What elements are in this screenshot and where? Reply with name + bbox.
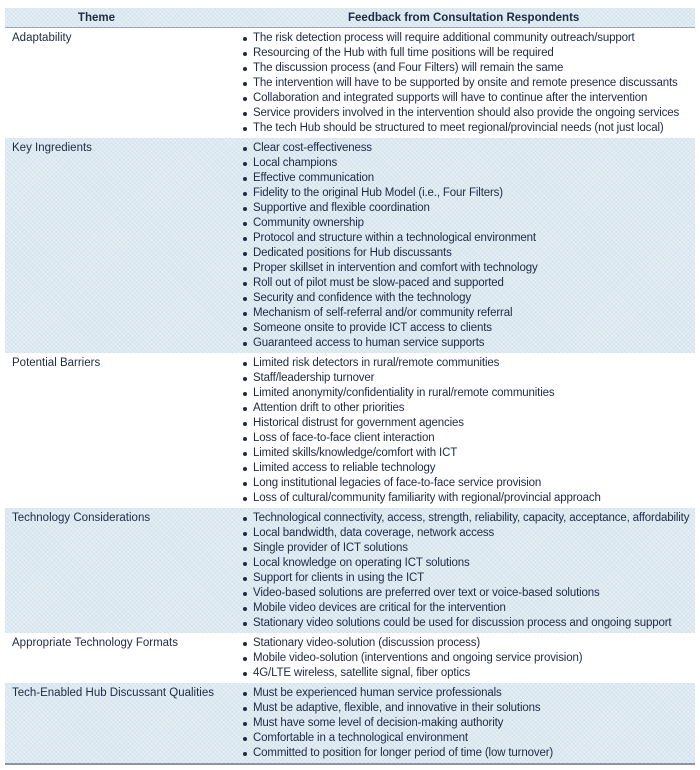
feedback-list bbox=[233, 356, 695, 508]
feedback-list bbox=[233, 31, 695, 138]
theme-cell: Technology Considerations bbox=[12, 512, 151, 524]
feedback-item: The intervention will have to be supported by onsite and remote presence discussants bbox=[233, 76, 695, 91]
feedback-column-header: Feedback from Consultation Respondents bbox=[348, 11, 580, 24]
feedback-item: Stationary video-solution (discussion process) bbox=[233, 636, 695, 651]
feedback-item: Guaranteed access to human service supports bbox=[233, 336, 695, 351]
feedback-item: Technological connectivity, access, strength, reliability, capacity, acceptance, affordability bbox=[233, 511, 695, 526]
feedback-list bbox=[233, 141, 695, 353]
table-row-appropriate-technology-formats bbox=[5, 633, 695, 683]
feedback-item: Must be experienced human service professionals bbox=[233, 686, 695, 701]
feedback-item: Staff/leadership turnover bbox=[233, 371, 695, 386]
feedback-item: Comfortable in a technological environment bbox=[233, 731, 695, 746]
feedback-item: Someone onsite to provide ICT access to clients bbox=[233, 321, 695, 336]
feedback-item: Single provider of ICT solutions bbox=[233, 541, 695, 556]
table-row-potential-barriers bbox=[5, 353, 695, 508]
feedback-list bbox=[233, 636, 695, 683]
feedback-item: Committed to position for longer period of time (low turnover) bbox=[233, 746, 695, 761]
feedback-item: Security and confidence with the technology bbox=[233, 291, 695, 306]
feedback-item: Collaboration and integrated supports will have to continue after the intervention bbox=[233, 91, 695, 106]
theme-header-label: Theme bbox=[77, 11, 115, 24]
feedback-item: Limited access to reliable technology bbox=[233, 461, 695, 476]
theme-column-header bbox=[5, 12, 233, 24]
feedback-item: Long institutional legacies of face-to-face service provision bbox=[233, 476, 695, 491]
feedback-item: Fidelity to the original Hub Model (i.e., Four Filters) bbox=[233, 186, 695, 201]
theme-cell: Adaptability bbox=[12, 32, 72, 44]
consultation-feedback-table bbox=[5, 8, 695, 765]
feedback-item: The discussion process (and Four Filters) will remain the same bbox=[233, 61, 695, 76]
theme-cell: Appropriate Technology Formats bbox=[12, 637, 178, 649]
feedback-item: The tech Hub should be structured to meet regional/provincial needs (not just local) bbox=[233, 121, 695, 136]
feedback-item: Protocol and structure within a technological environment bbox=[233, 231, 695, 246]
feedback-item: Dedicated positions for Hub discussants bbox=[233, 246, 695, 261]
theme-cell: Tech-Enabled Hub Discussant Qualities bbox=[12, 687, 214, 699]
feedback-item: Local knowledge on operating ICT solutions bbox=[233, 556, 695, 571]
feedback-item: The risk detection process will require additional community outreach/support bbox=[233, 31, 695, 46]
feedback-item: Resourcing of the Hub with full time positions will be required bbox=[233, 46, 695, 61]
feedback-item: Stationary video solutions could be used for discussion process and ongoing support bbox=[233, 616, 695, 631]
feedback-item: Loss of face-to-face client interaction bbox=[233, 431, 695, 446]
feedback-item: 4G/LTE wireless, satellite signal, fiber optics bbox=[233, 666, 695, 681]
feedback-item: Limited anonymity/confidentiality in rural/remote communities bbox=[233, 386, 695, 401]
feedback-item: Service providers involved in the intervention should also provide the ongoing services bbox=[233, 106, 695, 121]
feedback-list bbox=[233, 686, 695, 763]
feedback-item: Proper skillset in intervention and comfort with technology bbox=[233, 261, 695, 276]
feedback-item: Roll out of pilot must be slow-paced and supported bbox=[233, 276, 695, 291]
feedback-item: Limited skills/knowledge/comfort with ICT bbox=[233, 446, 695, 461]
theme-cell: Potential Barriers bbox=[12, 357, 101, 369]
table-row-technology-considerations bbox=[5, 508, 695, 633]
feedback-item: Limited risk detectors in rural/remote communities bbox=[233, 356, 695, 371]
feedback-item: Mobile video-solution (interventions and ongoing service provision) bbox=[233, 651, 695, 666]
theme-cell: Key Ingredients bbox=[12, 142, 92, 154]
table-row-key-ingredients bbox=[5, 138, 695, 353]
feedback-item: Must be adaptive, flexible, and innovative in their solutions bbox=[233, 701, 695, 716]
feedback-item: Must have some level of decision-making authority bbox=[233, 716, 695, 731]
feedback-item: Mobile video devices are critical for the intervention bbox=[233, 601, 695, 616]
feedback-item: Attention drift to other priorities bbox=[233, 401, 695, 416]
feedback-item: Effective communication bbox=[233, 171, 695, 186]
table-header bbox=[5, 8, 695, 28]
feedback-item: Historical distrust for government agencies bbox=[233, 416, 695, 431]
table-row-tech-enabled-hub-discussant-qualities bbox=[5, 683, 695, 763]
feedback-item: Local bandwidth, data coverage, network access bbox=[233, 526, 695, 541]
feedback-item: Video-based solutions are preferred over text or voice-based solutions bbox=[233, 586, 695, 601]
feedback-item: Clear cost-effectiveness bbox=[233, 141, 695, 156]
table-row-adaptability bbox=[5, 28, 695, 138]
feedback-item: Loss of cultural/community familiarity with regional/provincial approach bbox=[233, 491, 695, 506]
feedback-item: Community ownership bbox=[233, 216, 695, 231]
feedback-item: Supportive and flexible coordination bbox=[233, 201, 695, 216]
feedback-list bbox=[233, 511, 695, 633]
feedback-item: Mechanism of self-referral and/or community referral bbox=[233, 306, 695, 321]
feedback-item: Support for clients in using the ICT bbox=[233, 571, 695, 586]
feedback-item: Local champions bbox=[233, 156, 695, 171]
